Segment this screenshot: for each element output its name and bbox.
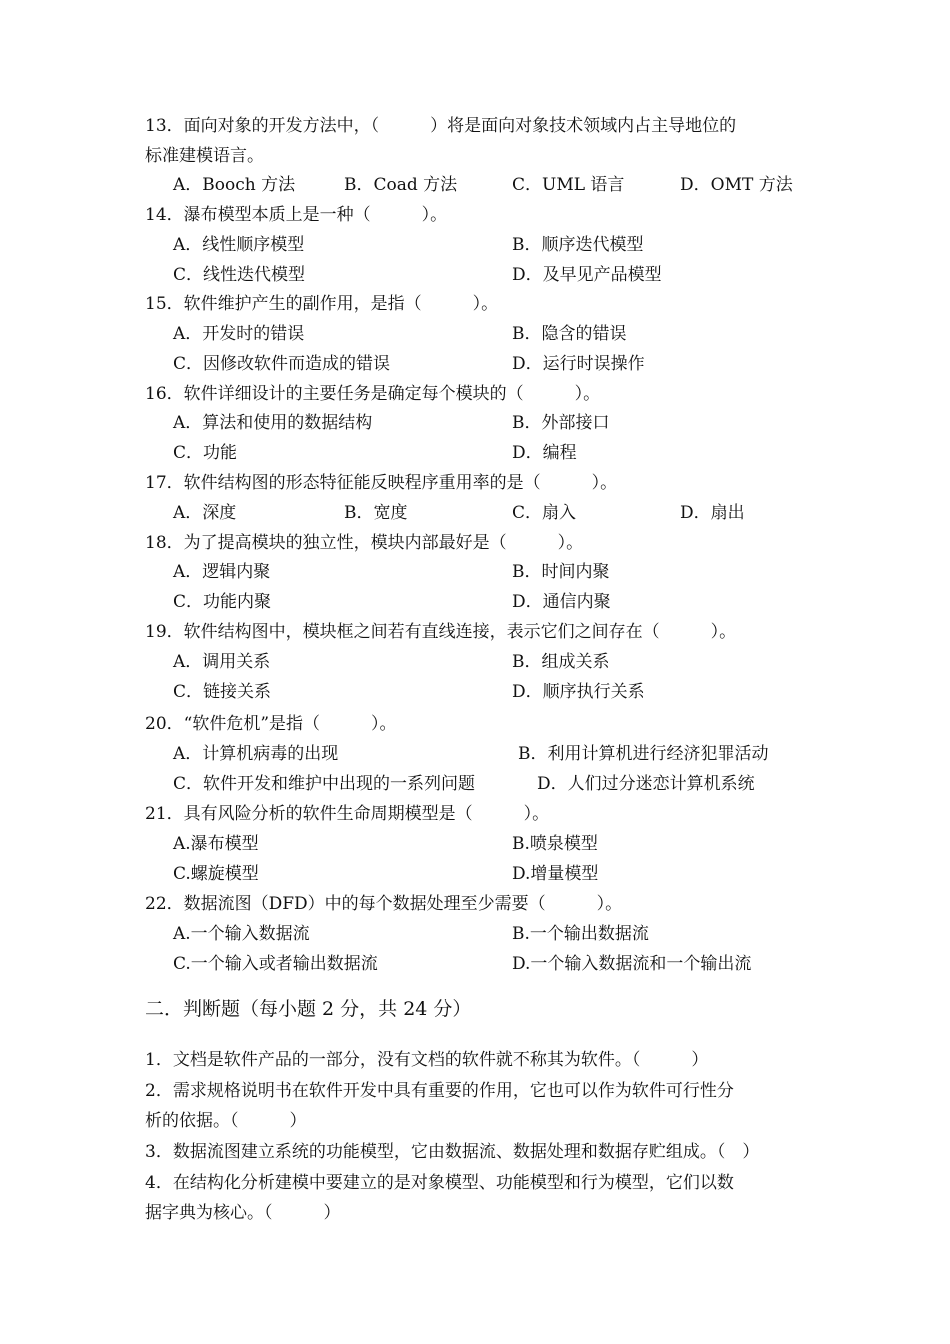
q14-option-c: C．线性迭代模型 bbox=[173, 265, 306, 285]
q13-stem-line2: 标准建模语言。 bbox=[145, 146, 264, 166]
q15-option-c: C．因修改软件而造成的错误 bbox=[173, 354, 391, 374]
q17-option-d: D．扇出 bbox=[680, 503, 745, 523]
q18-option-d: D．通信内聚 bbox=[512, 592, 611, 612]
q15-stem: 15．软件维护产生的副作用，是指（ ）。 bbox=[145, 294, 499, 314]
q21-option-c: C.螺旋模型 bbox=[173, 864, 259, 884]
judgment-item-2-line2: 析的依据。（ ） bbox=[145, 1111, 307, 1131]
q17-option-b: B．宽度 bbox=[344, 503, 408, 523]
q16-option-b: B．外部接口 bbox=[512, 413, 610, 433]
q22-option-b: B.一个输出数据流 bbox=[512, 924, 649, 944]
q19-option-d: D．顺序执行关系 bbox=[512, 682, 645, 702]
q13-option-a: A．Booch 方法 bbox=[173, 175, 296, 195]
q14-option-d: D．及早见产品模型 bbox=[512, 265, 662, 285]
judgment-item-4-line2: 据字典为核心。（ ） bbox=[145, 1203, 341, 1223]
q14-stem: 14．瀑布模型本质上是一种（ ）。 bbox=[145, 205, 448, 225]
q15-option-b: B．隐含的错误 bbox=[512, 324, 627, 344]
q16-stem: 16．软件详细设计的主要任务是确定每个模块的（ ）。 bbox=[145, 384, 601, 404]
q17-option-a: A．深度 bbox=[173, 503, 237, 523]
q16-option-d: D．编程 bbox=[512, 443, 577, 463]
q16-option-c: C．功能 bbox=[173, 443, 238, 463]
q20-option-b: B．利用计算机进行经济犯罪活动 bbox=[518, 744, 769, 764]
q17-stem: 17．软件结构图的形态特征能反映程序重用率的是（ ）。 bbox=[145, 473, 618, 493]
q18-option-a: A．逻辑内聚 bbox=[173, 562, 271, 582]
judgment-item-4-line1: 4．在结构化分析建模中要建立的是对象模型、功能模型和行为模型，它们以数 bbox=[145, 1173, 734, 1193]
q21-option-d: D.增量模型 bbox=[512, 864, 599, 884]
q13-stem-line1: 13．面向对象的开发方法中，（ ）将是面向对象技术领域内占主导地位的 bbox=[145, 116, 737, 136]
q15-option-d: D．运行时误操作 bbox=[512, 354, 645, 374]
q18-option-c: C．功能内聚 bbox=[173, 592, 272, 612]
q22-option-d: D.一个输入数据流和一个输出流 bbox=[512, 954, 752, 974]
q16-option-a: A．算法和使用的数据结构 bbox=[173, 413, 373, 433]
q20-option-a: A．计算机病毒的出现 bbox=[173, 744, 339, 764]
q20-option-d: D．人们过分迷恋计算机系统 bbox=[537, 774, 755, 794]
q13-option-c: C．UML 语言 bbox=[512, 175, 625, 195]
judgment-item-1: 1．文档是软件产品的一部分，没有文档的软件就不称其为软件。（ ） bbox=[145, 1050, 709, 1070]
q19-option-a: A．调用关系 bbox=[173, 652, 271, 672]
q20-option-c: C．软件开发和维护中出现的一系列问题 bbox=[173, 774, 476, 794]
q20-stem: 20．“软件危机”是指（ ）。 bbox=[145, 714, 397, 734]
q13-option-d: D．OMT 方法 bbox=[680, 175, 793, 195]
q13-option-b: B．Coad 方法 bbox=[344, 175, 458, 195]
q18-option-b: B．时间内聚 bbox=[512, 562, 610, 582]
q14-option-b: B．顺序迭代模型 bbox=[512, 235, 644, 255]
q18-stem: 18．为了提高模块的独立性，模块内部最好是（ ）。 bbox=[145, 533, 584, 553]
q21-stem: 21．具有风险分析的软件生命周期模型是（ ）。 bbox=[145, 804, 550, 824]
q19-option-b: B．组成关系 bbox=[512, 652, 610, 672]
q19-stem: 19．软件结构图中，模块框之间若有直线连接，表示它们之间存在（ ）。 bbox=[145, 622, 737, 642]
q21-option-b: B.喷泉模型 bbox=[512, 834, 598, 854]
q17-option-c: C．扇入 bbox=[512, 503, 577, 523]
q22-option-a: A.一个输入数据流 bbox=[173, 924, 310, 944]
section-heading: 二．判断题（每小题 2 分，共 24 分） bbox=[145, 998, 472, 1020]
judgment-item-2-line1: 2．需求规格说明书在软件开发中具有重要的作用，它也可以作为软件可行性分 bbox=[145, 1081, 734, 1101]
q22-option-c: C.一个输入或者输出数据流 bbox=[173, 954, 378, 974]
q14-option-a: A．线性顺序模型 bbox=[173, 235, 305, 255]
q15-option-a: A．开发时的错误 bbox=[173, 324, 305, 344]
q22-stem: 22．数据流图（DFD）中的每个数据处理至少需要（ ）。 bbox=[145, 894, 623, 914]
q21-option-a: A.瀑布模型 bbox=[173, 834, 259, 854]
q19-option-c: C．链接关系 bbox=[173, 682, 272, 702]
judgment-item-3: 3．数据流图建立系统的功能模型，它由数据流、数据处理和数据存贮组成。（ ） bbox=[145, 1142, 760, 1162]
